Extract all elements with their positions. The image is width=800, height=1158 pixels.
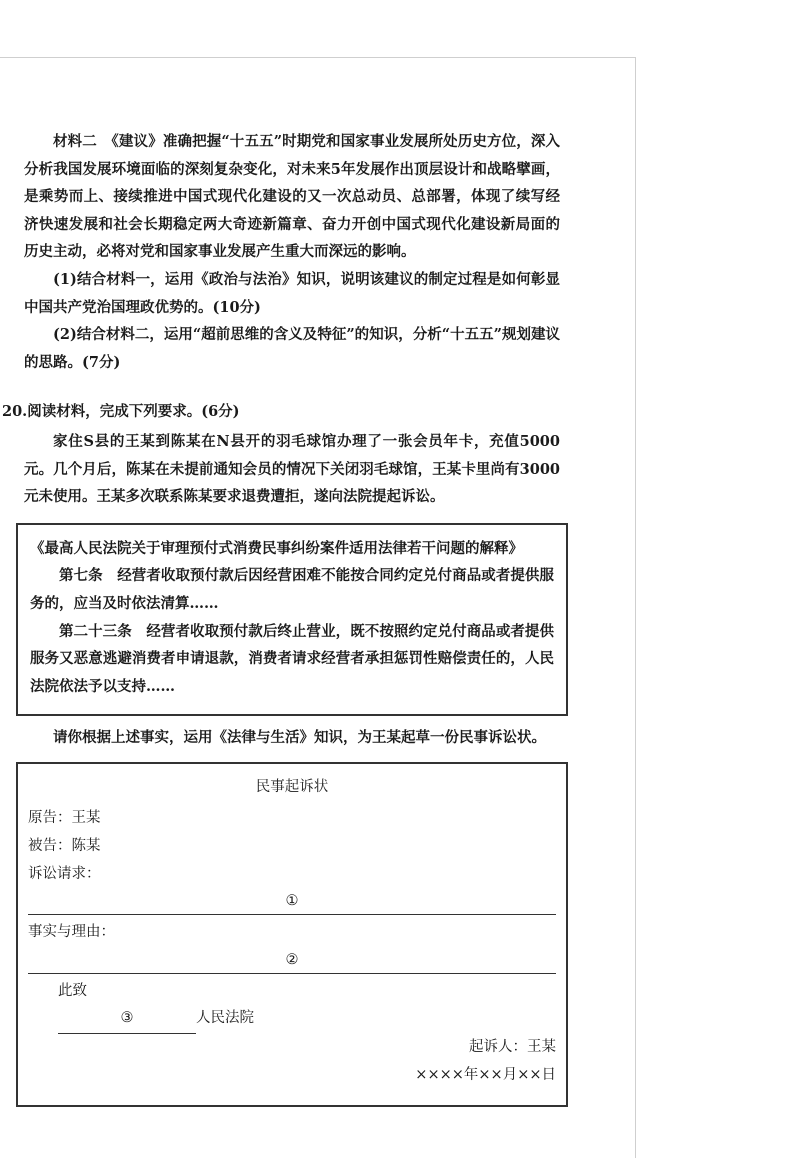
- facts-blank[interactable]: ②: [28, 947, 556, 974]
- claims-blank[interactable]: ①: [28, 888, 556, 915]
- material2-label: 材料二: [53, 133, 97, 150]
- form-plaintiff: 原告：王某: [28, 810, 101, 827]
- form-title: 民事起诉状: [255, 778, 329, 795]
- material2-text: 《建议》准确把握“十五五”时期党和国家事业发展所处历史方位，深入分析我国发展环境面临的深刻复杂变化，对未来5年发展作出顶层设计和战略擘画，是乘势而上、接续推进中国式现代化建设的又一次总动员、总部署，体现了续写经济快速发展和社会长期稳定两大奇迹新篇章、奋力开创中国式现代化建设新局面的历史主动，必将对党和国家事业发展产生重大而深远的影响。: [24, 133, 561, 261]
- question-2: (2)结合材料二，运用“超前思维的含义及特征”的知识，分析“十五五”规划建议的思路。(7分): [24, 326, 560, 371]
- law-article-23: 第二十三条 经营者收取预付款后终止营业，既不按照约定兑付商品或者提供服务又恶意逃避消费者申请退款，消费者请求经营者承担惩罚性赔偿责任的，人民法院依法予以支持……: [30, 622, 554, 695]
- form-date: ××××年××月××日: [415, 1066, 556, 1083]
- question-20-case: 家住S县的王某到陈某在N县开的羽毛球馆办理了一张会员年卡，充值5000元。几个月后，陈某在未提前通知会员的情况下关闭羽毛球馆，王某卡里尚有3000元未使用。王某多次联系陈某要求退费遭拒，遂向法院提起诉讼。: [24, 432, 560, 506]
- form-salutation: 此致: [58, 982, 87, 999]
- form-court-line: [28, 1005, 556, 1034]
- court-suffix: 人民法院: [196, 1010, 254, 1027]
- law-excerpt-box: [16, 523, 568, 717]
- exam-content: [2, 128, 561, 1107]
- question-20-ask: 请你根据上述事实，运用《法律与生活》知识，为王某起草一份民事诉讼状。: [53, 729, 546, 747]
- question-1: (1)结合材料一，运用《政治与法治》知识，说明该建议的制定过程是如何彰显中国共产党治国理政优势的。(10分): [24, 270, 560, 316]
- court-blank[interactable]: ③: [58, 1005, 196, 1034]
- form-facts-label: 事实与理由：: [28, 924, 115, 941]
- law-article-7: 第七条 经营者收取预付款后因经营困难不能按合同约定兑付商品或者提供服务的，应当及时依法清算……: [30, 567, 554, 612]
- question-20-text: 阅读材料，完成下列要求。(6分): [27, 403, 240, 421]
- form-defendant: 被告：陈某: [28, 838, 101, 855]
- material2-paragraph: [24, 128, 560, 266]
- form-claims-label: 诉讼请求：: [28, 865, 101, 882]
- complaint-form: [16, 762, 568, 1107]
- form-signer: 起诉人：王某: [469, 1039, 556, 1056]
- law-title: 《最高人民法院关于审理预付式消费民事纠纷案件适用法律若干问题的解释》: [30, 539, 523, 557]
- question-20-number: 20.: [2, 403, 28, 421]
- question-20-prompt: [2, 398, 560, 426]
